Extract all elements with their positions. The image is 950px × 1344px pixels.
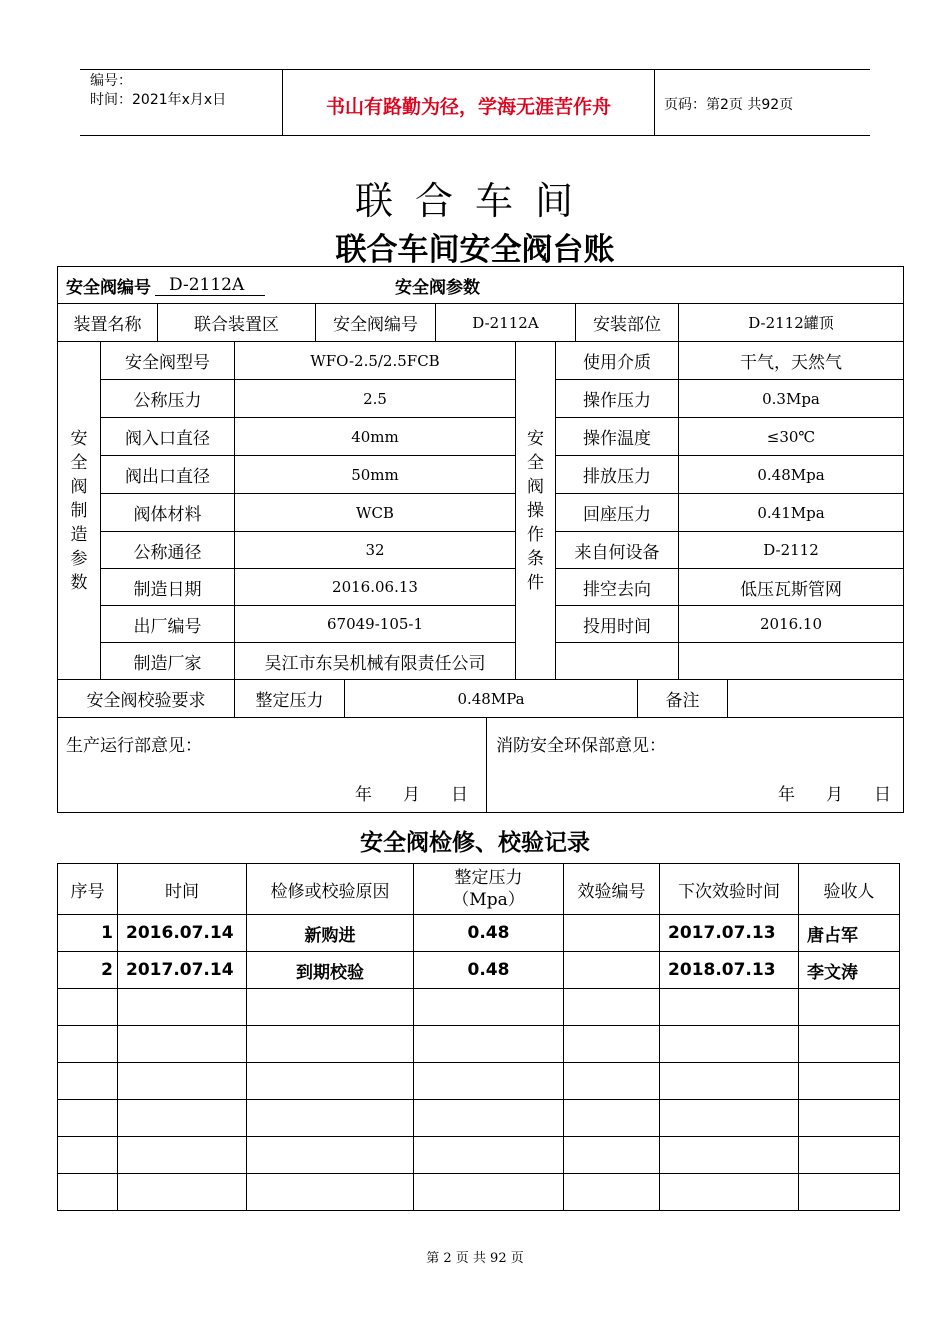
record-time: 2016.07.14 (117, 914, 247, 952)
records-header-pressure (413, 863, 564, 915)
record-empty-cell (413, 1136, 564, 1174)
mfg-value: 32 (234, 531, 516, 569)
group-char: 造 (70, 524, 88, 545)
op-value: ≤30℃ (678, 417, 904, 456)
record-empty-cell (659, 1025, 799, 1063)
mfg-label: 阀入口直径 (100, 417, 235, 456)
record-empty-cell (57, 1136, 118, 1174)
record-empty-cell (798, 1173, 900, 1211)
record-inspector: 唐占军 (798, 914, 900, 952)
op-label: 回座压力 (555, 493, 679, 532)
record-empty-cell (798, 988, 900, 1026)
mfg-value: 40mm (234, 417, 516, 456)
record-next: 2018.07.13 (659, 951, 799, 989)
record-empty-cell (246, 988, 414, 1026)
safety-day: 日 (874, 785, 891, 805)
record-empty-cell (246, 1025, 414, 1063)
record-empty-cell (413, 1099, 564, 1137)
record-empty-cell (246, 1173, 414, 1211)
record-pressure: 0.48 (413, 914, 564, 952)
record-empty-cell (117, 1173, 247, 1211)
mfg-label: 安全阀型号 (100, 341, 235, 380)
group-char: 全 (527, 452, 544, 473)
header-time: 时间：2021年x月x日 (90, 92, 227, 108)
record-empty-cell (798, 1099, 900, 1137)
safety-year: 年 (778, 785, 795, 805)
record-empty-cell (563, 1099, 660, 1137)
op-value (678, 642, 904, 680)
record-no: 2 (57, 951, 118, 989)
record-empty-cell (117, 1062, 247, 1100)
record-empty-cell (659, 1173, 799, 1211)
remark-value (727, 679, 904, 718)
record-empty-cell (659, 1136, 799, 1174)
set-pressure-value: 0.48MPa (344, 679, 638, 718)
records-header-pressure-unit: （Mpa） (452, 890, 525, 910)
install-label: 安装部位 (575, 303, 679, 342)
mfg-value: 2.5 (234, 379, 516, 418)
records-header-reason: 检修或校验原因 (246, 863, 414, 915)
record-no: 1 (57, 914, 118, 952)
group-char: 操 (527, 500, 544, 521)
record-empty-cell (798, 1062, 900, 1100)
record-empty-cell (413, 988, 564, 1026)
op-label: 使用介质 (555, 341, 679, 380)
safety-month: 月 (826, 785, 843, 805)
device-label: 装置名称 (57, 303, 158, 342)
header-number: 编号： (90, 73, 132, 89)
production-year: 年 (355, 785, 372, 805)
records-header-no: 序号 (57, 863, 118, 915)
record-empty-cell (57, 1062, 118, 1100)
record-reason: 到期校验 (246, 951, 414, 989)
header-top-rule (80, 69, 870, 70)
record-empty-cell (563, 1136, 660, 1174)
record-empty-cell (57, 1099, 118, 1137)
record-empty-cell (413, 1173, 564, 1211)
record-code (563, 951, 660, 989)
records-header-inspector: 验收人 (798, 863, 900, 915)
record-code (563, 914, 660, 952)
op-label: 投用时间 (555, 605, 679, 643)
records-header-pressure-name: 整定压力 (454, 868, 523, 888)
record-empty-cell (413, 1062, 564, 1100)
op-value: 0.48Mpa (678, 455, 904, 494)
op-value: 0.41Mpa (678, 493, 904, 532)
mfg-value: WFO-2.5/2.5FCB (234, 341, 516, 380)
install-value: D-2112罐顶 (678, 303, 904, 342)
op-label: 来自何设备 (555, 531, 679, 569)
record-empty-cell (117, 1025, 247, 1063)
valve-no-label-2: 安全阀编号 (315, 303, 436, 342)
operation-group-label (515, 341, 556, 680)
params-label: 安全阀参数 (395, 277, 480, 298)
record-empty-cell (413, 1025, 564, 1063)
group-char: 件 (527, 572, 544, 593)
mfg-label: 制造厂家 (100, 642, 235, 680)
group-char: 阀 (70, 476, 88, 497)
record-empty-cell (246, 1136, 414, 1174)
group-char: 参 (70, 548, 88, 569)
record-empty-cell (117, 1136, 247, 1174)
ledger-title: 联合车间安全阀台账 (335, 232, 615, 268)
mfg-label: 公称压力 (100, 379, 235, 418)
set-pressure-label: 整定压力 (234, 679, 345, 718)
record-empty-cell (117, 988, 247, 1026)
record-empty-cell (563, 1173, 660, 1211)
op-value: 2016.10 (678, 605, 904, 643)
manufacturing-group-label (57, 341, 101, 680)
mfg-label: 阀出口直径 (100, 455, 235, 494)
group-char: 安 (527, 428, 544, 449)
mfg-value: 吴江市东吴机械有限责任公司 (234, 642, 516, 680)
header-divider (654, 69, 655, 135)
mfg-value: WCB (234, 493, 516, 532)
group-char: 全 (70, 452, 88, 473)
group-char: 数 (70, 572, 88, 593)
op-value: 低压瓦斯管网 (678, 568, 904, 606)
remark-label: 备注 (637, 679, 728, 718)
op-label: 操作温度 (555, 417, 679, 456)
record-empty-cell (57, 1025, 118, 1063)
header-motto: 书山有路勤为径，学海无涯苦作舟 (325, 96, 611, 118)
record-next: 2017.07.13 (659, 914, 799, 952)
mfg-value: 2016.06.13 (234, 568, 516, 606)
mfg-label: 公称通径 (100, 531, 235, 569)
record-empty-cell (57, 988, 118, 1026)
page-footer: 第 2 页 共 92 页 (426, 1251, 524, 1266)
record-empty-cell (659, 1099, 799, 1137)
group-char: 作 (527, 524, 544, 545)
record-time: 2017.07.14 (117, 951, 247, 989)
op-value: 0.3Mpa (678, 379, 904, 418)
mfg-label: 阀体材料 (100, 493, 235, 532)
op-label: 排空去向 (555, 568, 679, 606)
valve-no-value: D-2112A (155, 275, 265, 296)
production-month: 月 (403, 785, 420, 805)
op-label: 操作压力 (555, 379, 679, 418)
device-value: 联合装置区 (157, 303, 316, 342)
header-page-info: 页码：第2页 共92页 (664, 97, 794, 113)
mfg-value: 67049-105-1 (234, 605, 516, 643)
record-empty-cell (563, 988, 660, 1026)
group-char: 安 (70, 428, 88, 449)
header-bottom-rule (80, 135, 870, 136)
valve-no-value-2: D-2112A (435, 303, 576, 342)
record-empty-cell (798, 1136, 900, 1174)
ledger-header-row (57, 266, 904, 304)
production-day: 日 (451, 785, 468, 805)
page-title: 联合车间 (354, 179, 595, 223)
record-pressure: 0.48 (413, 951, 564, 989)
record-empty-cell (563, 1025, 660, 1063)
record-empty-cell (246, 1099, 414, 1137)
production-opinion-label: 生产运行部意见： (66, 736, 202, 756)
record-empty-cell (659, 988, 799, 1026)
record-inspector: 李文涛 (798, 951, 900, 989)
mfg-label: 出厂编号 (100, 605, 235, 643)
mfg-value: 50mm (234, 455, 516, 494)
valve-no-label: 安全阀编号 (66, 277, 151, 298)
op-label (555, 642, 679, 680)
op-value: 干气，天然气 (678, 341, 904, 380)
mfg-label: 制造日期 (100, 568, 235, 606)
op-value: D-2112 (678, 531, 904, 569)
safety-opinion-label: 消防安全环保部意见： (496, 736, 666, 756)
group-char: 条 (527, 548, 544, 569)
group-char: 阀 (527, 476, 544, 497)
group-char: 制 (70, 500, 88, 521)
records-title: 安全阀检修、校验记录 (360, 830, 590, 856)
record-empty-cell (659, 1062, 799, 1100)
records-header-time: 时间 (117, 863, 247, 915)
records-header-code: 效验编号 (563, 863, 660, 915)
record-empty-cell (117, 1099, 247, 1137)
record-empty-cell (798, 1025, 900, 1063)
op-label: 排放压力 (555, 455, 679, 494)
calibration-req-label: 安全阀校验要求 (57, 679, 235, 718)
header-meta (90, 72, 226, 110)
record-empty-cell (563, 1062, 660, 1100)
records-header-next: 下次效验时间 (659, 863, 799, 915)
record-reason: 新购进 (246, 914, 414, 952)
record-empty-cell (57, 1173, 118, 1211)
record-empty-cell (246, 1062, 414, 1100)
